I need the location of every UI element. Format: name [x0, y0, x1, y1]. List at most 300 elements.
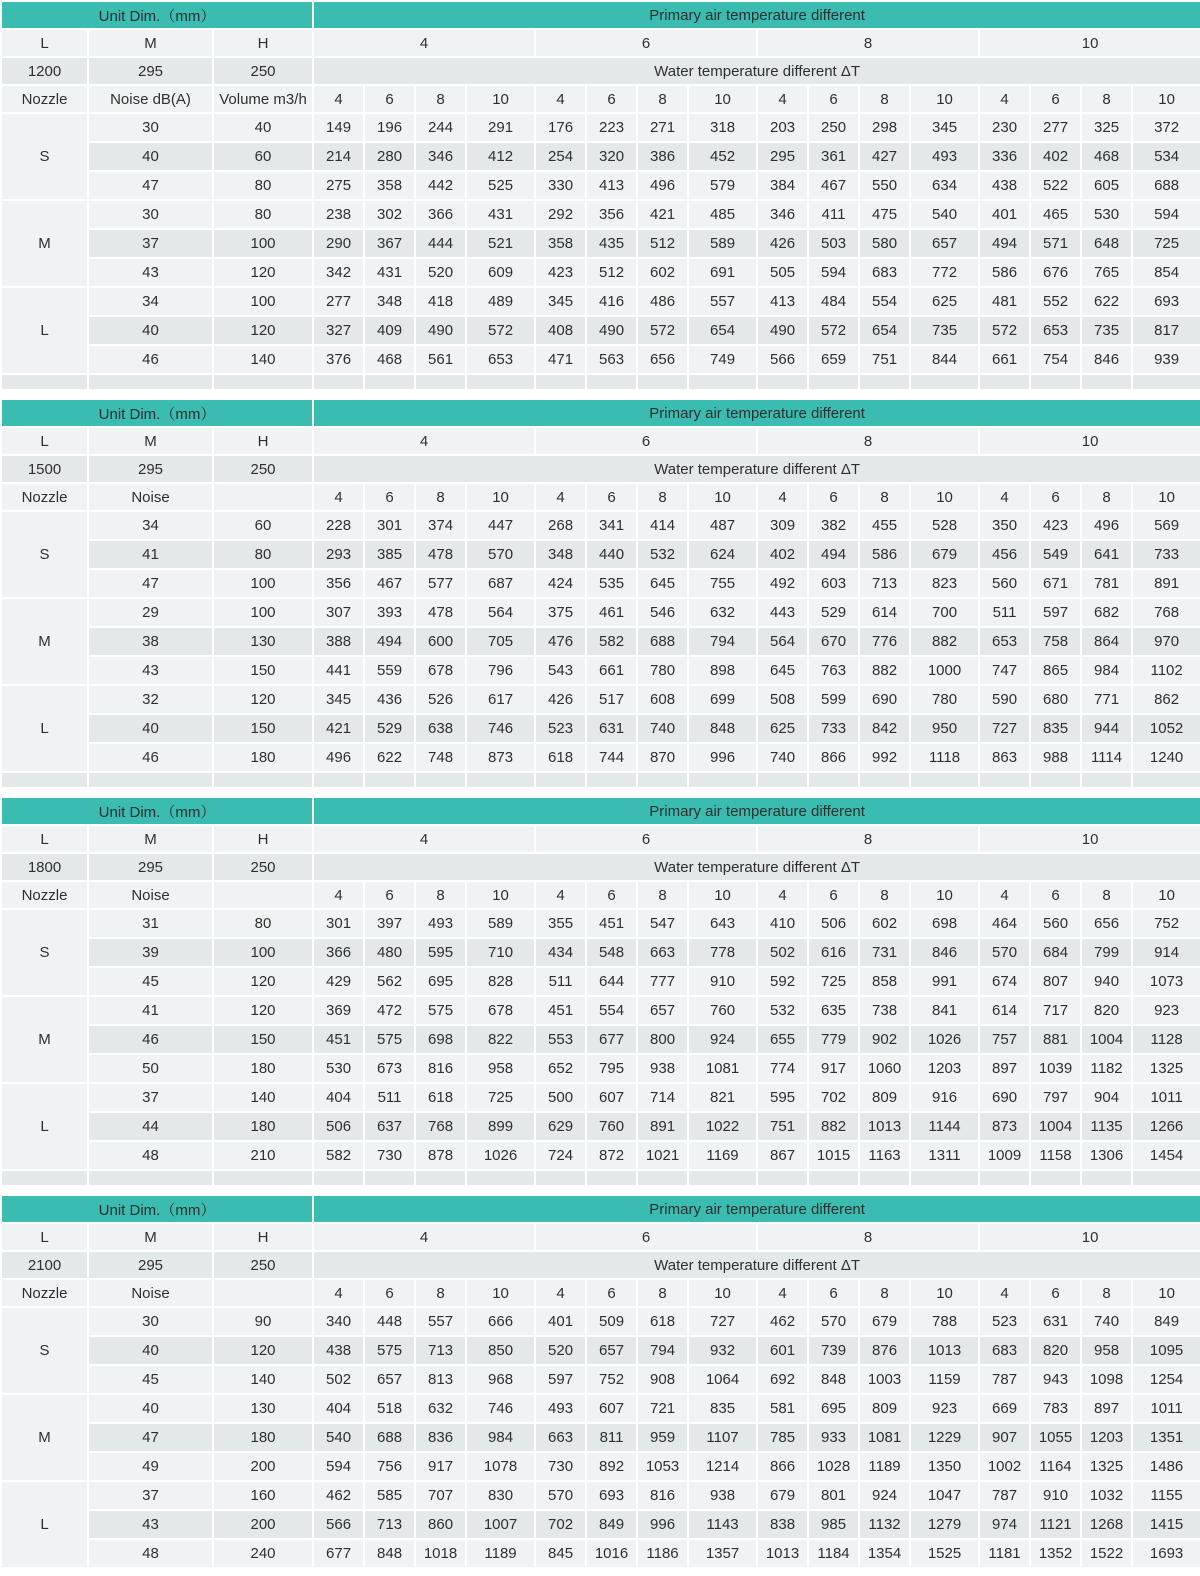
capacity-value-cell: 214	[313, 142, 364, 171]
empty-cell	[213, 772, 313, 788]
capacity-value-cell: 1053	[637, 1452, 688, 1481]
noise-value-cell: 45	[88, 1365, 213, 1394]
capacity-value-cell: 656	[1081, 909, 1132, 938]
capacity-value-cell: 388	[313, 627, 364, 656]
capacity-value-cell: 635	[808, 996, 859, 1025]
capacity-value-cell: 603	[808, 569, 859, 598]
capacity-value-cell: 749	[688, 345, 757, 374]
capacity-value-cell: 788	[910, 1307, 979, 1336]
capacity-value-cell: 480	[364, 938, 415, 967]
capacity-value-cell: 595	[757, 1083, 808, 1112]
water-temp-header: Water temperature different ΔT	[313, 57, 1200, 85]
dim-value-cell: 295	[88, 1251, 213, 1279]
capacity-value-cell: 493	[535, 1394, 586, 1423]
noise-value-cell: 45	[88, 967, 213, 996]
capacity-value-cell: 203	[757, 113, 808, 142]
capacity-value-cell: 401	[535, 1307, 586, 1336]
capacity-value-cell: 938	[688, 1481, 757, 1510]
empty-cell	[1132, 772, 1200, 788]
capacity-value-cell: 939	[1132, 345, 1200, 374]
dim-value-cell: 295	[88, 57, 213, 85]
capacity-value-cell: 820	[1081, 996, 1132, 1025]
capacity-value-cell: 1055	[1030, 1423, 1081, 1452]
volume-value-cell: 100	[213, 938, 313, 967]
delta-t-header: 8	[637, 483, 688, 511]
capacity-value-cell: 525	[466, 171, 535, 200]
volume-value-cell: 200	[213, 1452, 313, 1481]
volume-value-cell: 180	[213, 743, 313, 772]
capacity-value-cell: 494	[979, 229, 1030, 258]
capacity-value-cell: 618	[415, 1083, 466, 1112]
capacity-value-cell: 570	[535, 1481, 586, 1510]
noise-value-cell: 46	[88, 1025, 213, 1054]
empty-cell	[88, 1170, 213, 1186]
empty-cell	[979, 772, 1030, 788]
capacity-value-cell: 783	[1030, 1394, 1081, 1423]
column-header-1: Noise dB(A)	[88, 85, 213, 113]
capacity-value-cell: 575	[415, 996, 466, 1025]
capacity-value-cell: 520	[415, 258, 466, 287]
empty-cell	[313, 374, 364, 390]
volume-value-cell: 40	[213, 113, 313, 142]
capacity-value-cell: 421	[637, 200, 688, 229]
capacity-value-cell: 1011	[1132, 1394, 1200, 1423]
capacity-value-cell: 820	[1030, 1336, 1081, 1365]
capacity-value-cell: 959	[637, 1423, 688, 1452]
capacity-value-cell: 468	[364, 345, 415, 374]
empty-cell	[688, 374, 757, 390]
noise-value-cell: 40	[88, 1336, 213, 1365]
column-header-2: Volume m3/h	[213, 85, 313, 113]
empty-cell	[88, 374, 213, 390]
capacity-value-cell: 1351	[1132, 1423, 1200, 1452]
capacity-value-cell: 550	[859, 171, 910, 200]
capacity-value-cell: 557	[415, 1307, 466, 1336]
capacity-value-cell: 401	[979, 200, 1030, 229]
volume-value-cell: 60	[213, 511, 313, 540]
capacity-value-cell: 572	[979, 316, 1030, 345]
delta-t-header: 6	[586, 1279, 637, 1307]
capacity-value-cell: 340	[313, 1307, 364, 1336]
volume-value-cell: 130	[213, 627, 313, 656]
capacity-value-cell: 671	[1030, 569, 1081, 598]
capacity-value-cell: 988	[1030, 743, 1081, 772]
capacity-value-cell: 740	[637, 714, 688, 743]
spec-table-1200	[0, 0, 1200, 391]
nozzle-group-label: M	[1, 996, 88, 1083]
volume-value-cell: 120	[213, 258, 313, 287]
capacity-value-cell: 1143	[688, 1510, 757, 1539]
capacity-value-cell: 597	[535, 1365, 586, 1394]
capacity-value-cell: 511	[535, 967, 586, 996]
capacity-value-cell: 777	[637, 967, 688, 996]
capacity-value-cell: 223	[586, 113, 637, 142]
capacity-value-cell: 464	[979, 909, 1030, 938]
empty-cell	[1081, 1170, 1132, 1186]
capacity-value-cell: 735	[910, 316, 979, 345]
capacity-value-cell: 632	[415, 1394, 466, 1423]
capacity-value-cell: 375	[535, 598, 586, 627]
capacity-value-cell: 301	[313, 909, 364, 938]
capacity-value-cell: 462	[757, 1307, 808, 1336]
capacity-value-cell: 1268	[1081, 1510, 1132, 1539]
capacity-value-cell: 566	[313, 1510, 364, 1539]
delta-t-header: 4	[979, 881, 1030, 909]
capacity-value-cell: 1078	[466, 1452, 535, 1481]
delta-t-header: 10	[910, 1279, 979, 1307]
capacity-value-cell: 447	[466, 511, 535, 540]
capacity-value-cell: 699	[688, 685, 757, 714]
capacity-value-cell: 532	[757, 996, 808, 1025]
volume-value-cell: 150	[213, 1025, 313, 1054]
capacity-value-cell: 772	[910, 258, 979, 287]
capacity-value-cell: 1009	[979, 1141, 1030, 1170]
primary-temp-header: 10	[979, 427, 1200, 455]
capacity-value-cell: 393	[364, 598, 415, 627]
capacity-value-cell: 1357	[688, 1539, 757, 1568]
dim-label-cell: L	[1, 825, 88, 853]
delta-t-header: 10	[910, 881, 979, 909]
delta-t-header: 10	[688, 85, 757, 113]
capacity-value-cell: 748	[415, 743, 466, 772]
capacity-value-cell: 485	[688, 200, 757, 229]
capacity-value-cell: 548	[586, 938, 637, 967]
dim-value-cell: 295	[88, 853, 213, 881]
capacity-value-cell: 564	[757, 627, 808, 656]
capacity-value-cell: 622	[364, 743, 415, 772]
noise-value-cell: 47	[88, 171, 213, 200]
capacity-value-cell: 846	[1081, 345, 1132, 374]
capacity-value-cell: 1004	[1030, 1112, 1081, 1141]
capacity-value-cell: 366	[313, 938, 364, 967]
capacity-value-cell: 1135	[1081, 1112, 1132, 1141]
delta-t-header: 4	[757, 483, 808, 511]
capacity-value-cell: 850	[466, 1336, 535, 1365]
volume-value-cell: 100	[213, 229, 313, 258]
capacity-value-cell: 607	[586, 1083, 637, 1112]
delta-t-header: 6	[586, 881, 637, 909]
capacity-value-cell: 796	[466, 656, 535, 685]
capacity-value-cell: 302	[364, 200, 415, 229]
capacity-value-cell: 481	[979, 287, 1030, 316]
noise-value-cell: 43	[88, 1510, 213, 1539]
capacity-value-cell: 277	[313, 287, 364, 316]
capacity-value-cell: 1158	[1030, 1141, 1081, 1170]
capacity-value-cell: 345	[910, 113, 979, 142]
capacity-value-cell: 940	[1081, 967, 1132, 996]
dim-value-cell: 250	[213, 455, 313, 483]
capacity-value-cell: 438	[313, 1336, 364, 1365]
capacity-value-cell: 1007	[466, 1510, 535, 1539]
primary-temp-header: 6	[535, 29, 757, 57]
capacity-value-cell: 1181	[979, 1539, 1030, 1568]
capacity-value-cell: 511	[364, 1083, 415, 1112]
noise-value-cell: 29	[88, 598, 213, 627]
capacity-value-cell: 582	[586, 627, 637, 656]
capacity-value-cell: 1240	[1132, 743, 1200, 772]
capacity-value-cell: 1128	[1132, 1025, 1200, 1054]
column-header-0: Nozzle	[1, 1279, 88, 1307]
capacity-value-cell: 421	[313, 714, 364, 743]
capacity-value-cell: 149	[313, 113, 364, 142]
capacity-value-cell: 733	[808, 714, 859, 743]
empty-cell	[1081, 374, 1132, 390]
capacity-value-cell: 657	[637, 996, 688, 1025]
capacity-value-cell: 423	[1030, 511, 1081, 540]
capacity-value-cell: 714	[637, 1083, 688, 1112]
capacity-value-cell: 740	[1081, 1307, 1132, 1336]
capacity-value-cell: 721	[637, 1394, 688, 1423]
capacity-value-cell: 746	[466, 714, 535, 743]
capacity-value-cell: 523	[535, 714, 586, 743]
capacity-value-cell: 424	[535, 569, 586, 598]
capacity-value-cell: 494	[364, 627, 415, 656]
capacity-value-cell: 1039	[1030, 1054, 1081, 1083]
spec-table-1500	[0, 398, 1200, 789]
delta-t-header: 6	[808, 881, 859, 909]
capacity-value-cell: 572	[808, 316, 859, 345]
capacity-value-cell: 898	[688, 656, 757, 685]
capacity-value-cell: 794	[637, 1336, 688, 1365]
capacity-value-cell: 345	[535, 287, 586, 316]
capacity-value-cell: 655	[757, 1025, 808, 1054]
volume-value-cell: 150	[213, 714, 313, 743]
capacity-value-cell: 924	[859, 1481, 910, 1510]
water-temp-header: Water temperature different ΔT	[313, 455, 1200, 483]
noise-value-cell: 47	[88, 569, 213, 598]
capacity-value-cell: 1081	[859, 1423, 910, 1452]
capacity-value-cell: 569	[1132, 511, 1200, 540]
capacity-value-cell: 605	[1081, 171, 1132, 200]
capacity-value-cell: 448	[364, 1307, 415, 1336]
delta-t-header: 8	[1081, 881, 1132, 909]
volume-value-cell: 150	[213, 656, 313, 685]
capacity-value-cell: 846	[910, 938, 979, 967]
capacity-value-cell: 657	[364, 1365, 415, 1394]
capacity-value-cell: 740	[757, 743, 808, 772]
capacity-value-cell: 645	[637, 569, 688, 598]
column-header-1: Noise	[88, 483, 213, 511]
capacity-value-cell: 509	[586, 1307, 637, 1336]
capacity-value-cell: 1022	[688, 1112, 757, 1141]
capacity-value-cell: 298	[859, 113, 910, 142]
capacity-value-cell: 292	[535, 200, 586, 229]
capacity-value-cell: 631	[586, 714, 637, 743]
capacity-value-cell: 455	[859, 511, 910, 540]
capacity-value-cell: 830	[466, 1481, 535, 1510]
empty-cell	[757, 772, 808, 788]
delta-t-header: 10	[688, 881, 757, 909]
capacity-value-cell: 520	[535, 1336, 586, 1365]
delta-t-header: 8	[1081, 483, 1132, 511]
dim-value-cell: 250	[213, 1251, 313, 1279]
capacity-value-cell: 614	[979, 996, 1030, 1025]
delta-t-header: 6	[808, 85, 859, 113]
capacity-value-cell: 490	[757, 316, 808, 345]
capacity-value-cell: 1279	[910, 1510, 979, 1539]
capacity-value-cell: 676	[1030, 258, 1081, 287]
empty-cell	[1, 1170, 88, 1186]
capacity-value-cell: 757	[979, 1025, 1030, 1054]
volume-value-cell: 80	[213, 909, 313, 938]
nozzle-group-label: L	[1, 287, 88, 374]
capacity-value-cell: 632	[688, 598, 757, 627]
capacity-value-cell: 1015	[808, 1141, 859, 1170]
capacity-value-cell: 617	[466, 685, 535, 714]
column-header-0: Nozzle	[1, 881, 88, 909]
capacity-value-cell: 797	[1030, 1083, 1081, 1112]
capacity-value-cell: 494	[808, 540, 859, 569]
capacity-value-cell: 586	[859, 540, 910, 569]
capacity-value-cell: 1073	[1132, 967, 1200, 996]
capacity-value-cell: 780	[910, 685, 979, 714]
capacity-value-cell: 897	[979, 1054, 1030, 1083]
dim-label-cell: H	[213, 427, 313, 455]
capacity-value-cell: 688	[637, 627, 688, 656]
capacity-value-cell: 744	[586, 743, 637, 772]
capacity-value-cell: 992	[859, 743, 910, 772]
volume-value-cell: 180	[213, 1054, 313, 1083]
capacity-value-cell: 657	[910, 229, 979, 258]
capacity-value-cell: 1693	[1132, 1539, 1200, 1568]
dim-value-cell: 1500	[1, 455, 88, 483]
capacity-value-cell: 991	[910, 967, 979, 996]
noise-value-cell: 40	[88, 1394, 213, 1423]
nozzle-group-label: L	[1, 685, 88, 772]
capacity-value-cell: 1214	[688, 1452, 757, 1481]
capacity-value-cell: 776	[859, 627, 910, 656]
capacity-value-cell: 625	[910, 287, 979, 316]
nozzle-group-label: S	[1, 909, 88, 996]
capacity-value-cell: 540	[910, 200, 979, 229]
capacity-value-cell: 561	[415, 345, 466, 374]
volume-value-cell: 120	[213, 996, 313, 1025]
capacity-value-cell: 657	[586, 1336, 637, 1365]
empty-cell	[586, 772, 637, 788]
capacity-value-cell: 577	[415, 569, 466, 598]
volume-value-cell: 140	[213, 1083, 313, 1112]
capacity-value-cell: 836	[415, 1423, 466, 1452]
empty-cell	[213, 374, 313, 390]
capacity-value-cell: 938	[637, 1054, 688, 1083]
capacity-value-cell: 687	[466, 569, 535, 598]
capacity-value-cell: 402	[757, 540, 808, 569]
capacity-value-cell: 653	[466, 345, 535, 374]
volume-value-cell: 60	[213, 142, 313, 171]
capacity-value-cell: 891	[1132, 569, 1200, 598]
empty-cell	[415, 772, 466, 788]
delta-t-header: 6	[364, 881, 415, 909]
delta-t-header: 6	[364, 1279, 415, 1307]
dim-label-cell: H	[213, 29, 313, 57]
capacity-value-cell: 917	[808, 1054, 859, 1083]
capacity-value-cell: 254	[535, 142, 586, 171]
capacity-value-cell: 307	[313, 598, 364, 627]
capacity-value-cell: 367	[364, 229, 415, 258]
capacity-value-cell: 571	[1030, 229, 1081, 258]
capacity-value-cell: 560	[979, 569, 1030, 598]
capacity-value-cell: 467	[364, 569, 415, 598]
noise-value-cell: 37	[88, 1481, 213, 1510]
capacity-value-cell: 876	[859, 1336, 910, 1365]
capacity-value-cell: 760	[586, 1112, 637, 1141]
capacity-value-cell: 607	[586, 1394, 637, 1423]
delta-t-header: 8	[415, 881, 466, 909]
primary-air-header: Primary air temperature different	[313, 1195, 1200, 1223]
capacity-value-cell: 944	[1081, 714, 1132, 743]
noise-value-cell: 30	[88, 1307, 213, 1336]
capacity-value-cell: 502	[757, 938, 808, 967]
delta-t-header: 6	[1030, 881, 1081, 909]
capacity-value-cell: 863	[979, 743, 1030, 772]
capacity-value-cell: 677	[313, 1539, 364, 1568]
capacity-value-cell: 452	[688, 142, 757, 171]
capacity-value-cell: 800	[637, 1025, 688, 1054]
capacity-value-cell: 580	[859, 229, 910, 258]
dim-label-cell: M	[88, 29, 213, 57]
capacity-value-cell: 295	[757, 142, 808, 171]
primary-air-header: Primary air temperature different	[313, 399, 1200, 427]
capacity-value-cell: 342	[313, 258, 364, 287]
capacity-value-cell: 566	[757, 345, 808, 374]
capacity-value-cell: 599	[808, 685, 859, 714]
delta-t-header: 4	[535, 483, 586, 511]
capacity-value-cell: 1354	[859, 1539, 910, 1568]
capacity-value-cell: 451	[313, 1025, 364, 1054]
capacity-value-cell: 1060	[859, 1054, 910, 1083]
empty-cell	[88, 772, 213, 788]
capacity-value-cell: 557	[688, 287, 757, 316]
capacity-value-cell: 702	[808, 1083, 859, 1112]
capacity-value-cell: 809	[859, 1083, 910, 1112]
capacity-value-cell: 1132	[859, 1510, 910, 1539]
capacity-value-cell: 695	[415, 967, 466, 996]
capacity-value-cell: 725	[1132, 229, 1200, 258]
empty-cell	[979, 1170, 1030, 1186]
capacity-value-cell: 384	[757, 171, 808, 200]
capacity-value-cell: 870	[637, 743, 688, 772]
capacity-value-cell: 1163	[859, 1141, 910, 1170]
capacity-value-cell: 341	[586, 511, 637, 540]
capacity-value-cell: 996	[637, 1510, 688, 1539]
capacity-value-cell: 754	[1030, 345, 1081, 374]
empty-cell	[910, 772, 979, 788]
capacity-value-cell: 250	[808, 113, 859, 142]
capacity-value-cell: 503	[808, 229, 859, 258]
capacity-value-cell: 614	[859, 598, 910, 627]
capacity-value-cell: 435	[586, 229, 637, 258]
delta-t-header: 10	[466, 881, 535, 909]
capacity-value-cell: 760	[688, 996, 757, 1025]
capacity-value-cell: 858	[859, 967, 910, 996]
nozzle-group-label: S	[1, 113, 88, 200]
capacity-value-cell: 848	[364, 1539, 415, 1568]
empty-cell	[1, 374, 88, 390]
capacity-value-cell: 472	[364, 996, 415, 1025]
capacity-value-cell: 552	[1030, 287, 1081, 316]
capacity-value-cell: 528	[910, 511, 979, 540]
capacity-value-cell: 677	[586, 1025, 637, 1054]
delta-t-header: 6	[808, 483, 859, 511]
capacity-value-cell: 625	[757, 714, 808, 743]
capacity-value-cell: 680	[1030, 685, 1081, 714]
empty-cell	[364, 374, 415, 390]
primary-air-header: Primary air temperature different	[313, 797, 1200, 825]
primary-temp-header: 8	[757, 29, 979, 57]
capacity-value-cell: 382	[808, 511, 859, 540]
volume-value-cell: 210	[213, 1141, 313, 1170]
capacity-value-cell: 679	[910, 540, 979, 569]
